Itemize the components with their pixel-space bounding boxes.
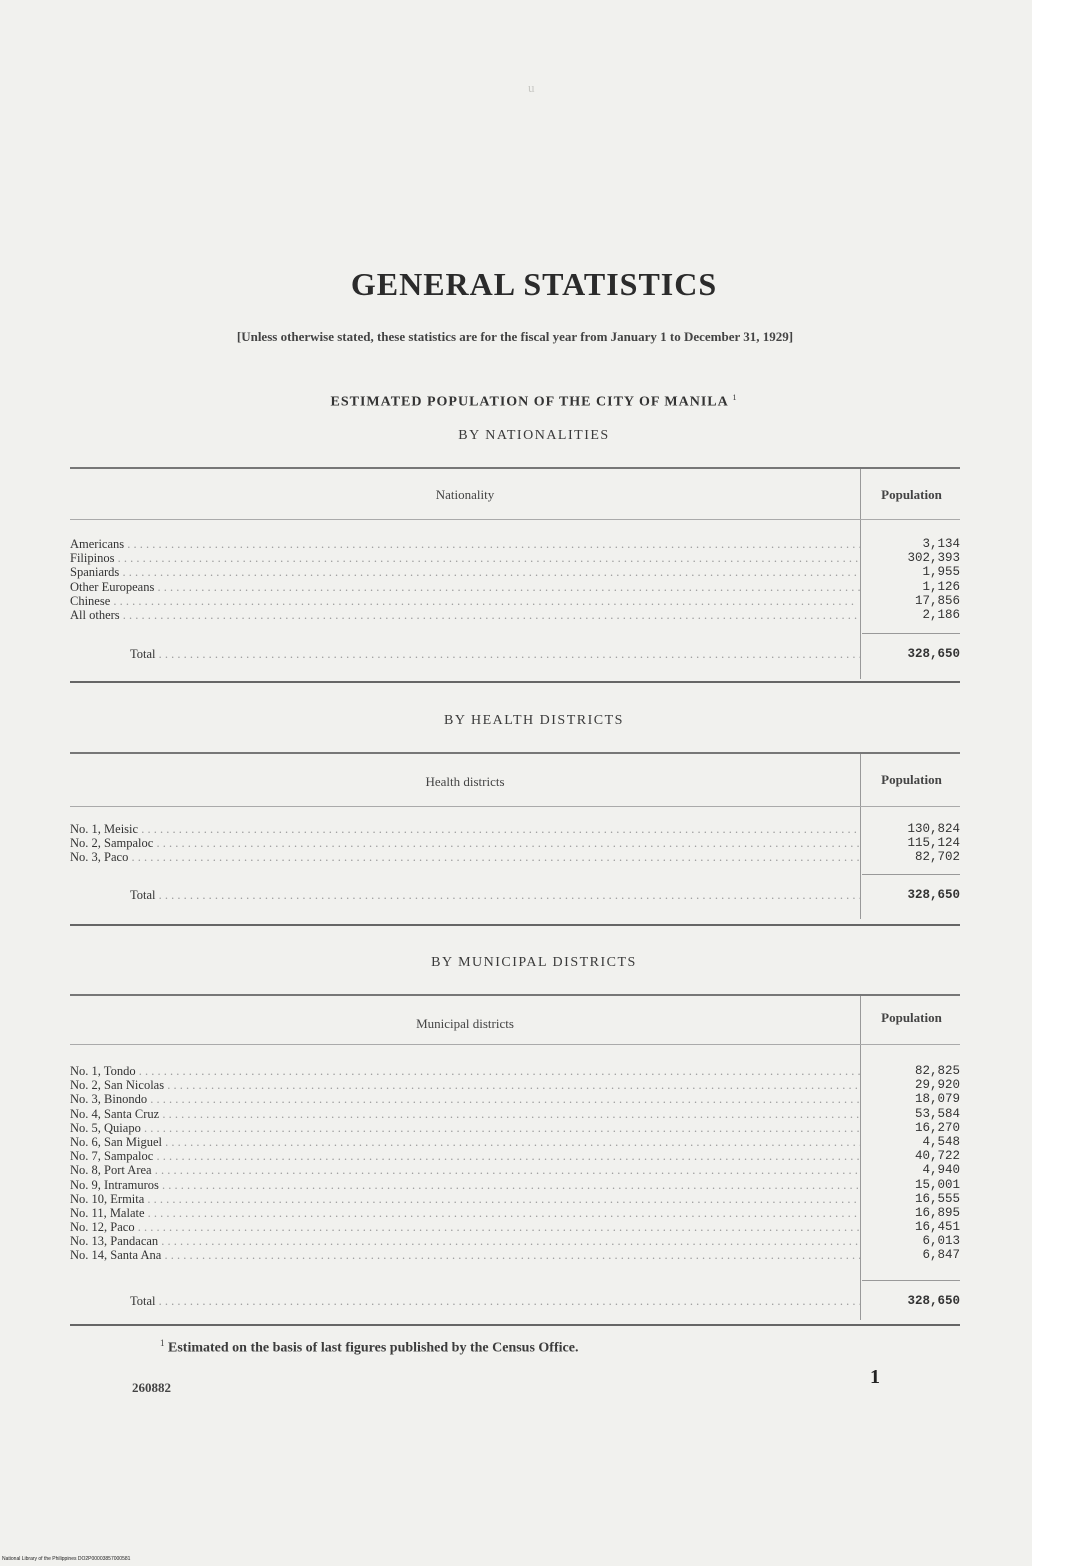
row-value: 29,920 xyxy=(914,1078,960,1093)
row-label: No. 2, Sampaloc . . . xyxy=(70,836,860,850)
rows-municipal-districts xyxy=(70,1064,960,1263)
row-label: No. 7, Sampaloc . . . xyxy=(70,1149,860,1163)
row-label: No. 1, Meisic . . . xyxy=(70,822,860,836)
row-value: 15,001 xyxy=(914,1177,960,1192)
row-value: 2,186 xyxy=(922,607,960,622)
table-municipal-districts xyxy=(70,994,960,1330)
total-value: 328,650 xyxy=(907,888,960,902)
table-row xyxy=(70,836,960,850)
row-value: 6,847 xyxy=(922,1248,960,1263)
total-value: 328,650 xyxy=(907,647,960,661)
row-label: No. 11, Malate . . . xyxy=(70,1206,860,1220)
row-label: No. 8, Port Area . . . xyxy=(70,1163,860,1177)
row-value: 53,584 xyxy=(914,1106,960,1121)
row-label: All others . . . xyxy=(70,608,860,622)
row-label: No. 10, Ermita . . . xyxy=(70,1192,860,1206)
row-label: No. 9, Intramuros . . . xyxy=(70,1178,860,1192)
table-row xyxy=(70,1064,960,1078)
total-row xyxy=(70,888,960,902)
row-value: 16,895 xyxy=(914,1205,960,1220)
page-number: 1 xyxy=(870,1366,880,1388)
column-header-population: Population xyxy=(881,772,942,787)
row-value: 130,824 xyxy=(907,822,960,836)
row-label: No. 4, Santa Cruz . . . xyxy=(70,1107,860,1121)
print-code: 260882 xyxy=(132,1380,171,1395)
table-row xyxy=(70,1220,960,1234)
table-row xyxy=(70,565,960,579)
row-label: No. 14, Santa Ana . . . xyxy=(70,1248,860,1262)
total-row xyxy=(70,647,960,661)
table-row xyxy=(70,1078,960,1092)
row-value: 4,548 xyxy=(922,1134,960,1149)
table-row xyxy=(70,551,960,565)
row-value: 1,126 xyxy=(922,579,960,594)
column-header-health-districts: Health districts xyxy=(425,774,505,789)
row-value: 82,702 xyxy=(914,850,960,865)
library-credit: National Library of the Philippines DO2P00003857000581 xyxy=(2,1556,131,1562)
page-title: GENERAL STATISTICS xyxy=(350,266,718,302)
row-value: 82,825 xyxy=(914,1064,960,1078)
table-row xyxy=(70,1107,960,1121)
section-heading xyxy=(0,393,1068,411)
row-label: No. 3, Binondo . . . xyxy=(70,1092,860,1106)
row-label: Filipinos . . . xyxy=(70,551,860,565)
table-row xyxy=(70,1192,960,1206)
row-label: No. 6, San Miguel . . . xyxy=(70,1135,860,1149)
total-label: Total . . . xyxy=(70,1294,860,1308)
row-value: 115,124 xyxy=(907,836,960,851)
row-value: 1,955 xyxy=(922,565,960,580)
total-label: Total . . . xyxy=(70,888,860,902)
table-row xyxy=(70,580,960,594)
column-header-municipal-districts: Municipal districts xyxy=(416,1016,514,1031)
column-header-nationality: Nationality xyxy=(435,487,495,502)
subtitle-municipal-districts: BY MUNICIPAL DISTRICTS xyxy=(431,955,637,970)
column-header-population: Population xyxy=(881,487,942,502)
row-value: 6,013 xyxy=(922,1234,960,1249)
intro-note: [Unless otherwise stated, these statistics are for the fiscal year from January 1 to December 31, 1929] xyxy=(236,329,794,344)
total-label: Total . . . xyxy=(70,647,860,661)
row-value: 40,722 xyxy=(914,1149,960,1164)
footnote-ref: 1 xyxy=(160,1338,165,1348)
footnote xyxy=(160,1338,578,1357)
table-row xyxy=(70,822,960,836)
table-row xyxy=(70,1149,960,1163)
table-row xyxy=(70,1092,960,1106)
table-row xyxy=(70,1178,960,1192)
table-row xyxy=(70,608,960,622)
row-value: 18,079 xyxy=(914,1092,960,1107)
row-value: 16,451 xyxy=(914,1220,960,1235)
total-row xyxy=(70,1294,960,1308)
row-value: 302,393 xyxy=(907,551,960,566)
row-value: 17,856 xyxy=(914,593,960,608)
row-value: 4,940 xyxy=(922,1163,960,1178)
row-value: 16,555 xyxy=(914,1191,960,1206)
table-row xyxy=(70,1234,960,1248)
table-row xyxy=(70,537,960,551)
footnote-text: Estimated on the basis of last figures published by the Census Office. xyxy=(168,1340,579,1356)
table-row xyxy=(70,1135,960,1149)
row-label: Other Europeans . . . xyxy=(70,580,860,594)
total-value: 328,650 xyxy=(907,1294,960,1308)
row-label: Spaniards . . . xyxy=(70,565,860,579)
table-row xyxy=(70,1163,960,1177)
table-row xyxy=(70,1121,960,1135)
row-label: Americans . . . xyxy=(70,537,860,551)
table-nationalities xyxy=(70,467,960,691)
section-heading-text: ESTIMATED POPULATION OF THE CITY OF MANILA xyxy=(330,394,728,410)
table-row xyxy=(70,594,960,608)
rows-nationalities xyxy=(70,537,960,622)
page-marker: u xyxy=(528,80,535,95)
column-header-population: Population xyxy=(881,1010,942,1025)
row-label: Chinese . . . xyxy=(70,594,860,608)
row-label: No. 1, Tondo . . . xyxy=(70,1064,860,1078)
subtitle-health-districts: BY HEALTH DISTRICTS xyxy=(444,713,624,728)
row-label: No. 3, Paco . . . xyxy=(70,850,860,864)
subtitle-nationalities: BY NATIONALITIES xyxy=(458,428,610,443)
rows-health-districts xyxy=(70,822,960,865)
table-row xyxy=(70,1248,960,1262)
table-row xyxy=(70,850,960,864)
row-label: No. 12, Paco . . . xyxy=(70,1220,860,1234)
heading-footnote-ref: 1 xyxy=(732,393,738,402)
row-label: No. 5, Quiapo . . . xyxy=(70,1121,860,1135)
row-value: 3,134 xyxy=(922,537,960,551)
row-label: No. 13, Pandacan . . . xyxy=(70,1234,860,1248)
table-row xyxy=(70,1206,960,1220)
row-label: No. 2, San Nicolas . . . xyxy=(70,1078,860,1092)
page-edge xyxy=(1032,0,1078,1566)
table-health-districts xyxy=(70,752,960,930)
row-value: 16,270 xyxy=(914,1120,960,1135)
